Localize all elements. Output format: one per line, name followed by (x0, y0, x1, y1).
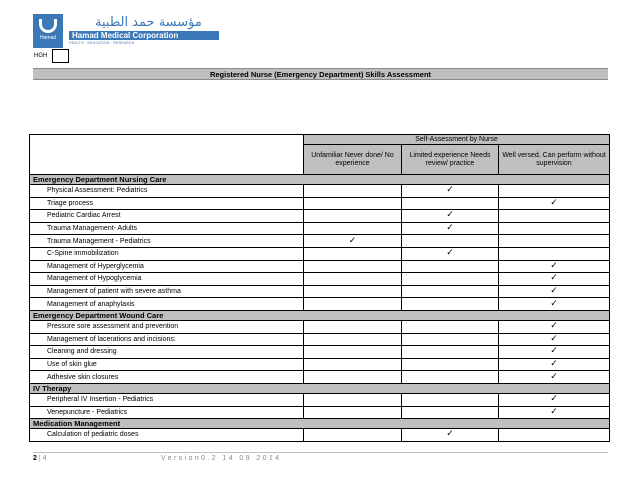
skill-row (30, 429, 610, 442)
unfamiliar-cell[interactable] (304, 235, 402, 248)
unfamiliar-cell[interactable] (304, 406, 402, 419)
limited-experience-cell[interactable] (402, 320, 499, 333)
checkmark-icon: ✓ (550, 197, 558, 208)
well-versed-cell[interactable] (499, 197, 610, 210)
limited-experience-cell[interactable] (402, 222, 499, 235)
unfamiliar-cell[interactable] (304, 298, 402, 311)
limited-experience-cell[interactable] (402, 298, 499, 311)
well-versed-cell[interactable] (499, 298, 610, 311)
skill-name: Trauma Management- Adults (30, 222, 304, 235)
skill-row (30, 285, 610, 298)
checkmark-icon: ✓ (446, 429, 454, 440)
limited-experience-cell[interactable] (402, 333, 499, 346)
limited-experience-cell[interactable] (402, 247, 499, 260)
unfamiliar-cell[interactable] (304, 197, 402, 210)
skill-row (30, 197, 610, 210)
well-versed-cell[interactable] (499, 358, 610, 371)
well-versed-cell[interactable] (499, 346, 610, 359)
section-title: Medication Management (30, 419, 610, 429)
hgh-input-box[interactable] (52, 49, 69, 63)
section-row (30, 175, 610, 185)
footer-total-pages: 4 (42, 455, 47, 462)
well-versed-cell[interactable] (499, 210, 610, 223)
skill-row (30, 406, 610, 419)
skill-row (30, 298, 610, 311)
well-versed-cell[interactable] (499, 406, 610, 419)
logo-tagline: HEALTH · EDUCATION · RESEARCH (69, 41, 135, 45)
logo-arabic-name: مؤسسة حمد الطبية (95, 15, 202, 30)
skill-row (30, 320, 610, 333)
limited-experience-cell[interactable] (402, 406, 499, 419)
well-versed-cell[interactable] (499, 320, 610, 333)
well-versed-cell[interactable] (499, 235, 610, 248)
checkmark-icon: ✓ (550, 394, 558, 405)
unfamiliar-cell[interactable] (304, 285, 402, 298)
unfamiliar-cell[interactable] (304, 185, 402, 198)
skill-row (30, 222, 610, 235)
unfamiliar-cell[interactable] (304, 210, 402, 223)
section-title: Emergency Department Wound Care (30, 310, 610, 320)
limited-experience-cell[interactable] (402, 358, 499, 371)
skill-name: Pediatric Cardiac Arrest (30, 210, 304, 223)
well-versed-cell[interactable] (499, 429, 610, 442)
skill-name: Trauma Management - Pediatrics (30, 235, 304, 248)
well-versed-cell[interactable] (499, 260, 610, 273)
skill-row (30, 210, 610, 223)
well-versed-cell[interactable] (499, 285, 610, 298)
skill-row (30, 333, 610, 346)
well-versed-cell[interactable] (499, 185, 610, 198)
skill-row (30, 346, 610, 359)
limited-experience-cell[interactable] (402, 210, 499, 223)
limited-experience-cell[interactable] (402, 197, 499, 210)
checkmark-icon: ✓ (550, 333, 558, 344)
footer-separator: | (38, 455, 41, 462)
limited-experience-cell[interactable] (402, 185, 499, 198)
well-versed-cell[interactable] (499, 371, 610, 384)
unfamiliar-cell[interactable] (304, 429, 402, 442)
checkmark-icon: ✓ (446, 185, 454, 196)
unfamiliar-cell[interactable] (304, 273, 402, 286)
checkmark-icon: ✓ (550, 346, 558, 357)
skill-name: Management of lacerations and incisions: (30, 333, 304, 346)
limited-experience-cell[interactable] (402, 285, 499, 298)
skill-name: Pressure sore assessment and prevention (30, 320, 304, 333)
section-title: Emergency Department Nursing Care (30, 175, 610, 185)
checkmark-icon: ✓ (550, 298, 558, 309)
document-title-bar (33, 68, 608, 80)
skill-name: Management of Hyperglycemia (30, 260, 304, 273)
skills-assessment-table (29, 134, 610, 442)
unfamiliar-cell[interactable] (304, 320, 402, 333)
unfamiliar-cell[interactable] (304, 333, 402, 346)
skill-row (30, 371, 610, 384)
skill-row (30, 358, 610, 371)
unfamiliar-cell[interactable] (304, 222, 402, 235)
hmc-logo (33, 14, 223, 48)
skill-row (30, 393, 610, 406)
well-versed-cell[interactable] (499, 393, 610, 406)
skill-column-header (30, 135, 304, 175)
document-title: Registered Nurse (Emergency Department) Skills Assessment (209, 70, 432, 79)
self-assessment-header: Self-Assessment by Nurse (304, 135, 610, 145)
option-well-versed-header: Well versed. Can perform without supervision (499, 145, 610, 175)
skill-name: Management of patient with severe asthma (30, 285, 304, 298)
unfamiliar-cell[interactable] (304, 346, 402, 359)
checkmark-icon: ✓ (550, 371, 558, 382)
skill-name: Management of Hypoglycemia (30, 273, 304, 286)
unfamiliar-cell[interactable] (304, 371, 402, 384)
unfamiliar-cell[interactable] (304, 358, 402, 371)
skill-name: Cleaning and dressing (30, 346, 304, 359)
skill-name: Physical Assessment: Pediatrics (30, 185, 304, 198)
skills-table-body (30, 175, 610, 442)
skill-row (30, 273, 610, 286)
skill-name: Peripheral IV Insertion - Pediatrics (30, 393, 304, 406)
hmc-logo-mark: Hamad (33, 14, 63, 48)
skill-row (30, 260, 610, 273)
checkmark-icon: ✓ (348, 235, 357, 246)
skill-name: Calculation of pediatric doses (30, 429, 304, 442)
footer-page-number: 2 (33, 455, 37, 462)
skill-row (30, 235, 610, 248)
skill-name: Management of anaphylaxis (30, 298, 304, 311)
checkmark-icon: ✓ (550, 359, 558, 370)
unfamiliar-cell[interactable] (304, 247, 402, 260)
checkmark-icon: ✓ (550, 286, 558, 297)
limited-experience-cell[interactable] (402, 371, 499, 384)
option-limited-header: Limited experience Needs review/ practice (402, 145, 499, 175)
limited-experience-cell[interactable] (402, 235, 499, 248)
checkmark-icon: ✓ (550, 406, 558, 417)
footer-version: Version0.2 14 09 2014 (161, 455, 282, 462)
skill-name: Use of skin glue (30, 358, 304, 371)
logo-english-name: Hamad Medical Corporation (69, 31, 219, 40)
limited-experience-cell[interactable] (402, 393, 499, 406)
limited-experience-cell[interactable] (402, 429, 499, 442)
skill-name: Adhesive skin closures (30, 371, 304, 384)
limited-experience-cell[interactable] (402, 273, 499, 286)
checkmark-icon: ✓ (550, 321, 558, 332)
skill-name: C-Spine immobilization (30, 247, 304, 260)
section-row (30, 310, 610, 320)
well-versed-cell[interactable] (499, 247, 610, 260)
limited-experience-cell[interactable] (402, 346, 499, 359)
section-row (30, 383, 610, 393)
well-versed-cell[interactable] (499, 333, 610, 346)
limited-experience-cell[interactable] (402, 260, 499, 273)
unfamiliar-cell[interactable] (304, 393, 402, 406)
skill-name: Triage process (30, 197, 304, 210)
checkmark-icon: ✓ (550, 260, 558, 271)
skill-row (30, 247, 610, 260)
skill-name: Venepuncture - Pediatrics (30, 406, 304, 419)
option-unfamiliar-header: Unfamiliar Never done/ No experience (304, 145, 402, 175)
checkmark-icon: ✓ (550, 273, 558, 284)
checkmark-icon: ✓ (446, 210, 454, 221)
checkmark-icon: ✓ (446, 223, 454, 234)
page-footer (33, 455, 282, 462)
well-versed-cell[interactable] (499, 222, 610, 235)
section-row (30, 419, 610, 429)
footer-divider (33, 452, 608, 453)
well-versed-cell[interactable] (499, 273, 610, 286)
checkmark-icon: ✓ (446, 248, 454, 259)
skill-row (30, 185, 610, 198)
section-title: IV Therapy (30, 383, 610, 393)
hgh-label: HGH (34, 53, 48, 59)
unfamiliar-cell[interactable] (304, 260, 402, 273)
